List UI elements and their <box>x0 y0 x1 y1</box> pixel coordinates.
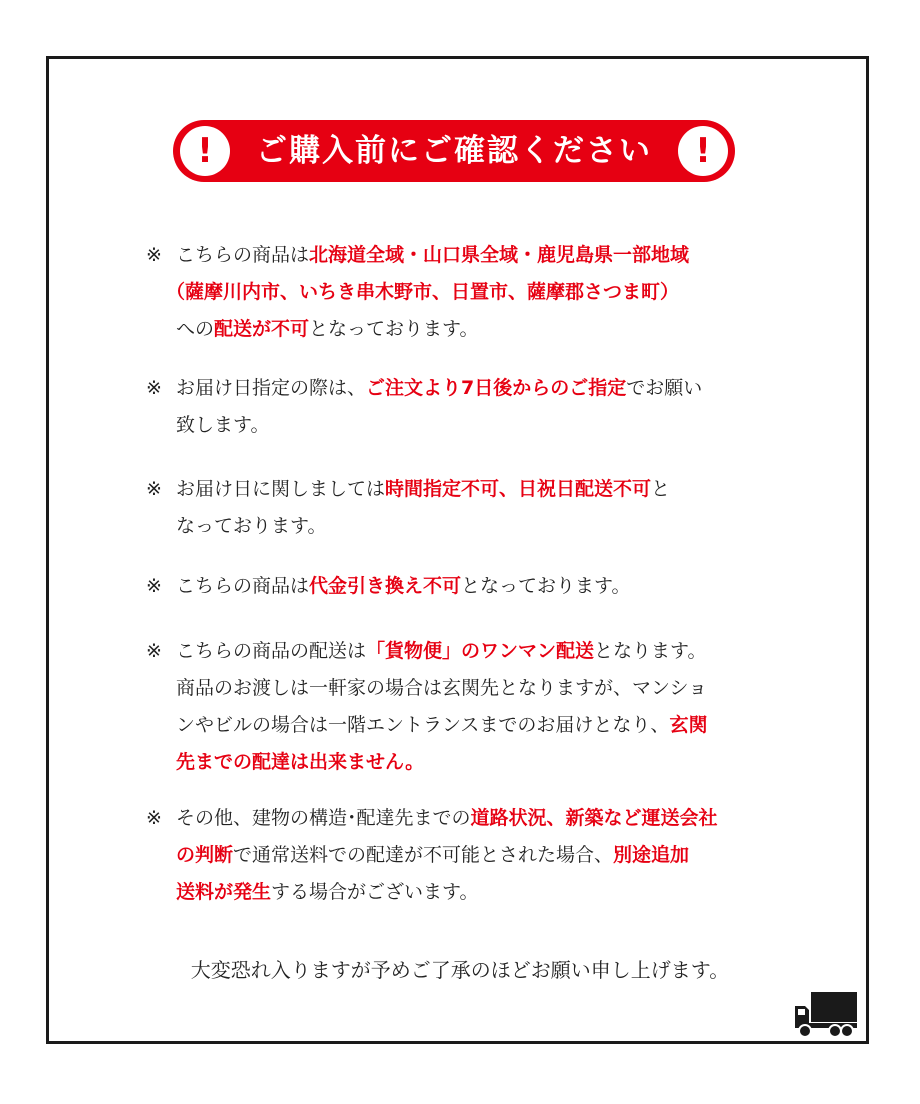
note-line <box>166 274 689 311</box>
note-segment: と <box>651 478 671 500</box>
note-segment: 商品のお渡しは一軒家の場合は玄関先となりますが、マンショ <box>176 677 708 699</box>
exclamation-circle-icon: ! <box>180 126 230 176</box>
note-bullet: ※ <box>146 575 162 597</box>
highlight-text: 「貨物便」のワンマン配送 <box>366 640 595 662</box>
note-line <box>176 508 670 545</box>
notice-banner <box>173 120 735 182</box>
note-text <box>166 237 690 348</box>
note-text <box>176 471 670 545</box>
exclamation-circle-icon: ! <box>678 126 728 176</box>
note-line <box>176 370 702 407</box>
note-text <box>176 370 702 444</box>
note-segment: ンやビルの場合は一階エントランスまでのお届けとなり、 <box>176 714 670 736</box>
note-line <box>176 837 718 874</box>
note-segment: となります。 <box>594 640 707 662</box>
highlight-text: 先までの配達は出来ません。 <box>176 751 425 773</box>
note-bullet: ※ <box>146 478 162 500</box>
truck-icon <box>793 990 859 1038</box>
note-segment: 致します。 <box>176 414 270 436</box>
note-segment: となっております。 <box>309 318 479 340</box>
note-line <box>176 471 670 508</box>
note-segment: こちらの商品は <box>176 244 310 266</box>
note-bullet: ※ <box>146 377 162 399</box>
note-segment: お届け日指定の際は、 <box>176 377 367 399</box>
note-line <box>176 744 707 781</box>
note-line <box>176 874 718 911</box>
note-bullet: ※ <box>146 640 162 662</box>
highlight-text: ご注文より7日後からのご指定 <box>366 377 627 399</box>
highlight-text: 代金引き換え不可 <box>309 575 462 597</box>
note-line <box>176 237 689 274</box>
highlight-text: 時間指定不可、日祝日配送不可 <box>385 478 652 500</box>
highlight-text: 配送が不可 <box>214 318 310 340</box>
highlight-text: 玄関 <box>669 714 708 736</box>
highlight-text: の判断 <box>176 844 234 866</box>
closing-message: 大変恐れ入りますが予めご了承のほどお願い申し上げます。 <box>190 958 730 982</box>
note-text <box>176 633 707 781</box>
note-text <box>176 800 718 911</box>
note-segment: こちらの商品の配送は <box>176 640 367 662</box>
note-line <box>176 407 702 444</box>
note-line <box>176 633 707 670</box>
note-line <box>176 670 707 707</box>
note-bullet: ※ <box>146 807 162 829</box>
banner-title: ご購入前にご確認ください <box>256 133 652 169</box>
note-line <box>176 568 631 605</box>
note-segment: こちらの商品は <box>176 575 310 597</box>
note-line <box>176 707 707 744</box>
note-segment: でお願い <box>626 377 703 399</box>
highlight-text: （薩摩川内市、いちき串木野市、日置市、薩摩郡さつま町） <box>166 281 680 303</box>
note-line <box>176 800 718 837</box>
note-bullet: ※ <box>146 244 162 266</box>
note-line <box>176 311 689 348</box>
highlight-text: 道路状況、新築など運送会社 <box>470 807 718 829</box>
note-segment: なっております。 <box>176 515 327 537</box>
highlight-text: 別途追加 <box>613 844 690 866</box>
note-segment: となっております。 <box>461 575 631 597</box>
note-segment: その他、建物の構造･配達先までの <box>176 807 471 829</box>
note-segment: お届け日に関しましては <box>176 478 386 500</box>
note-segment: する場合がございます。 <box>271 881 479 903</box>
note-text <box>176 568 631 605</box>
highlight-text: 北海道全域・山口県全域・鹿児島県一部地域 <box>309 244 690 266</box>
highlight-text: 送料が発生 <box>176 881 272 903</box>
note-segment: で通常送料での配達が不可能とされた場合、 <box>233 844 614 866</box>
note-segment: への <box>176 318 215 340</box>
